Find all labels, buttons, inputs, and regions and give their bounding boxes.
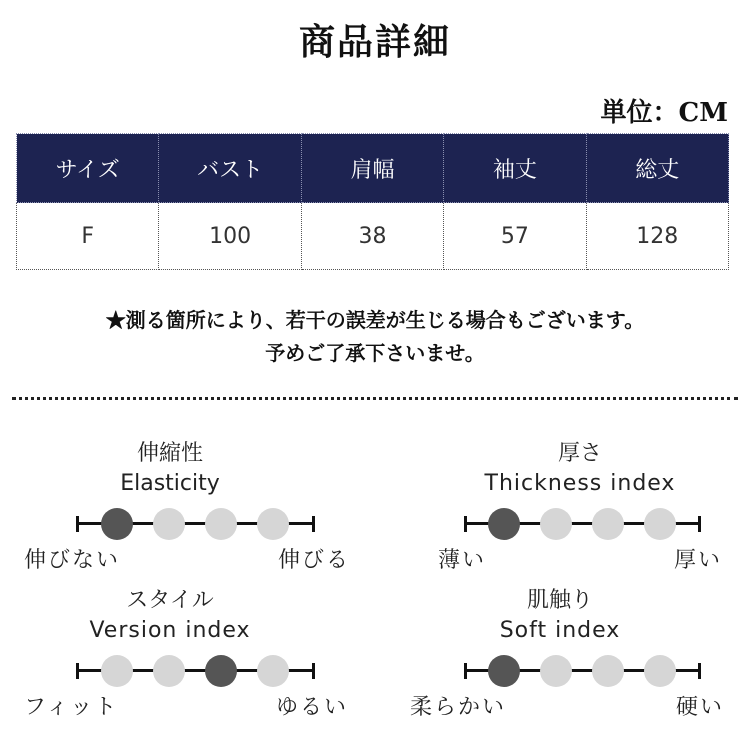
gauge-dot (644, 655, 676, 687)
gauge-title-en: Version index (89, 618, 251, 643)
gauge-dot (592, 655, 624, 687)
gauge-title-ja: 厚さ (557, 441, 602, 466)
cell-size: F (17, 203, 159, 270)
gauge-dot (257, 508, 289, 540)
gauge-left-label: 柔らかい (410, 695, 507, 720)
note-line-2: 予めご了承下さいませ。 (265, 341, 485, 365)
gauge-version (20, 583, 349, 723)
header-sleeve: 袖丈 (444, 134, 586, 203)
gauge-left-cap (464, 663, 467, 679)
header-shoulder: 肩幅 (301, 134, 443, 203)
gauge-dot (257, 655, 289, 687)
gauge-left-label: 伸びない (24, 548, 121, 573)
gauge-title-ja: 伸縮性 (136, 441, 203, 466)
gauge-left-label: フィット (24, 695, 119, 720)
gauge-right-cap (698, 516, 701, 532)
gauge-title-en: Soft index (499, 618, 621, 643)
gauge-softness (410, 583, 725, 723)
size-table (16, 133, 729, 270)
cell-length: 128 (586, 203, 728, 270)
table-row (17, 203, 729, 270)
header-size: サイズ (17, 134, 159, 203)
cell-bust: 100 (159, 203, 301, 270)
gauge-dot (205, 508, 237, 540)
gauge-right-cap (312, 663, 315, 679)
gauge-dot (153, 655, 185, 687)
gauge-title-en: Elasticity (120, 471, 220, 496)
gauge-left-cap (464, 516, 467, 532)
header-bust: バスト (159, 134, 301, 203)
gauge-dot (540, 508, 572, 540)
gauge-title-en: Thickness index (484, 471, 676, 496)
gauge-elasticity (20, 436, 351, 576)
cell-sleeve: 57 (444, 203, 586, 270)
gauge-left-cap (76, 663, 79, 679)
note-line-1: ★測る箇所により、若干の誤差が生じる場合もございます。 (105, 308, 645, 332)
page-title: 商品詳細 (298, 21, 451, 63)
gauge-title-ja: 肌触り (526, 588, 593, 613)
gauge-dot (101, 655, 133, 687)
gauge-dot (101, 508, 133, 540)
gauge-right-cap (698, 663, 701, 679)
gauge-dot (540, 655, 572, 687)
gauge-right-cap (312, 516, 315, 532)
dotted-divider (12, 397, 738, 400)
gauge-title-ja: スタイル (126, 588, 214, 613)
gauge-right-label: 伸びる (278, 548, 351, 573)
gauge-left-label: 薄い (438, 548, 487, 573)
gauge-dot (488, 508, 520, 540)
gauge-right-label: 硬い (676, 695, 725, 720)
unit-label: 単位：CM (600, 98, 728, 128)
header-length: 総丈 (586, 134, 728, 203)
gauge-dot (205, 655, 237, 687)
gauge-right-label: ゆるい (276, 695, 349, 720)
table-header-row (17, 134, 729, 203)
gauge-right-label: 厚い (674, 548, 723, 573)
gauge-dot (644, 508, 676, 540)
gauge-dot (592, 508, 624, 540)
gauge-dot (488, 655, 520, 687)
cell-shoulder: 38 (301, 203, 443, 270)
gauge-thickness (430, 436, 730, 576)
gauge-left-cap (76, 516, 79, 532)
gauge-dot (153, 508, 185, 540)
